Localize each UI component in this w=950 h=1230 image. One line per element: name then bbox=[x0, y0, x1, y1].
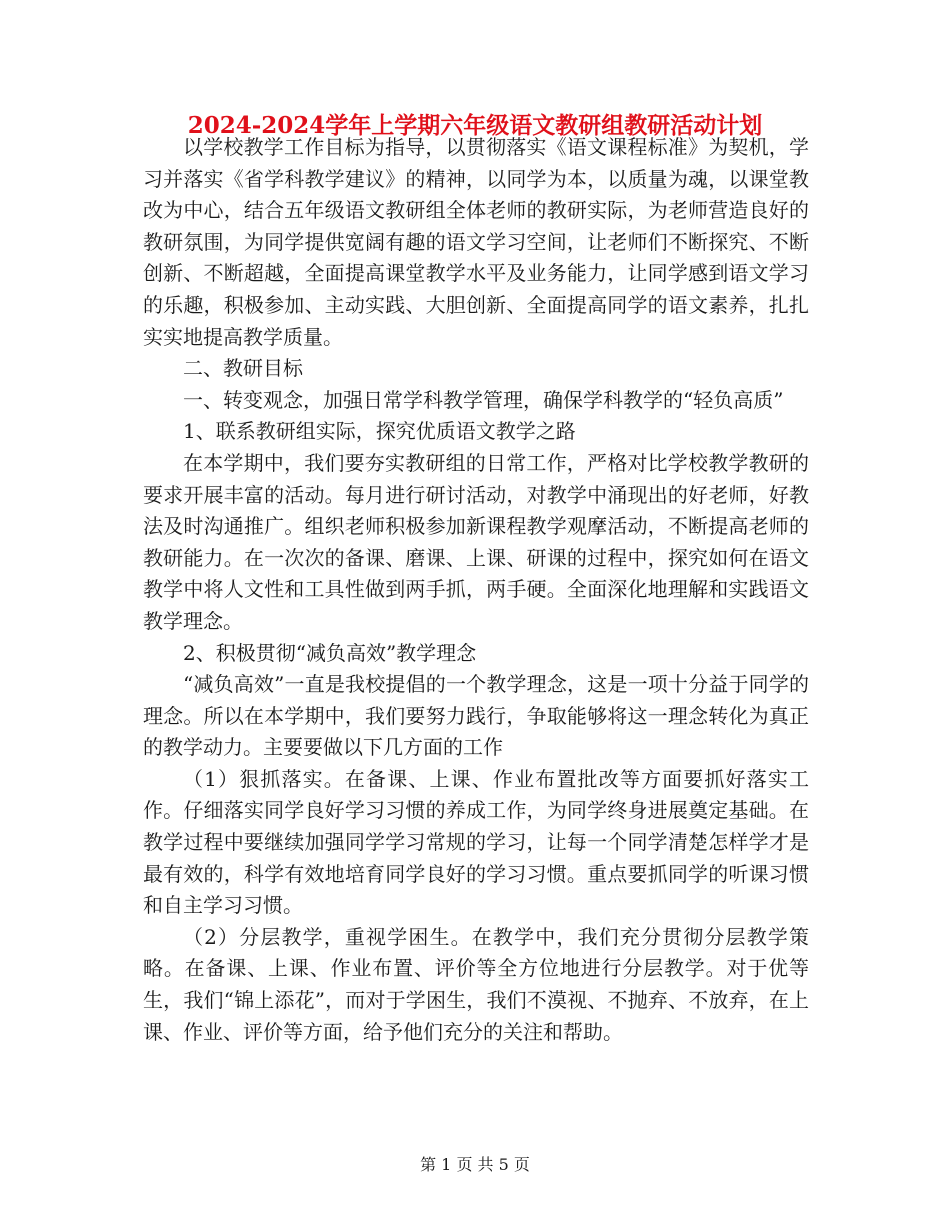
paragraph-item-1: （1）狠抓落实。在备课、上课、作业布置批改等方面要抓好落实工作。仔细落实同学良好学习习惯的养成工作，为同学终身进展奠定基础。在教学过程中要继续加强同学学习常规的学习，让每一个同学清楚怎样学才是最有效的，科学有效地培育同学良好的学习习惯。重点要抓同学的听课习惯和自主学习习惯。 bbox=[143, 766, 809, 918]
paragraph-intro: 以学校教学工作目标为指导，以贯彻落实《语文课程标准》为契机，学习并落实《省学科教学建议》的精神，以同学为本，以质量为魂，以课堂教改为中心，结合五年级语文教研组全体老师的教研实际，为老师营造良好的教研氛围，为同学提供宽阔有趣的语文学习空间，让老师们不断探究、不断创新、不断超越，全面提高课堂教学水平及业务能力，让同学感到语文学习的乐趣，积极参加、主动实践、大胆创新、全面提高同学的语文素养，扎扎实实地提高教学质量。 bbox=[143, 135, 809, 349]
section-heading-goals: 二、教研目标 bbox=[183, 356, 303, 381]
paragraph-efficiency: “减负高效”一直是我校提倡的一个教学理念，这是一项十分益于同学的理念。所以在本学期中，我们要努力践行，争取能够将这一理念转化为真正的教学动力。主要要做以下几方面的工作 bbox=[143, 672, 809, 760]
document-body bbox=[143, 132, 809, 1048]
paragraph-research: 在本学期中，我们要夯实教研组的日常工作，严格对比学校教学教研的要求开展丰富的活动。每月进行研讨活动，对教学中涌现出的好老师，好教法及时沟通推广。组织老师积极参加新课程教学观摩活动，不断提高老师的教研能力。在一次次的备课、磨课、上课、研课的过程中，探究如何在语文教学中将人文性和工具性做到两手抓，两手硬。全面深化地理解和实践语文教学理念。 bbox=[143, 450, 809, 633]
subheading-1: 1、联系教研组实际，探究优质语文教学之路 bbox=[183, 419, 576, 444]
subheading-2: 2、积极贯彻“减负高效”教学理念 bbox=[183, 640, 477, 665]
page-footer: 第 1 页 共 5 页 bbox=[420, 1155, 530, 1174]
goal-heading-1: 一、转变观念，加强日常学科教学管理，确保学科教学的“轻负高质” bbox=[183, 387, 784, 412]
paragraph-item-2: （2）分层教学，重视学困生。在教学中，我们充分贯彻分层教学策略。在备课、上课、作业布置、评价等全方位地进行分层教学。对于优等生，我们“锦上添花”，而对于学困生，我们不漠视、不抛弃、不放弃，在上课、作业、评价等方面，给予他们充分的关注和帮助。 bbox=[143, 924, 809, 1044]
document-title: 2024-2024学年上学期六年级语文教研组教研活动计划 bbox=[187, 112, 763, 139]
